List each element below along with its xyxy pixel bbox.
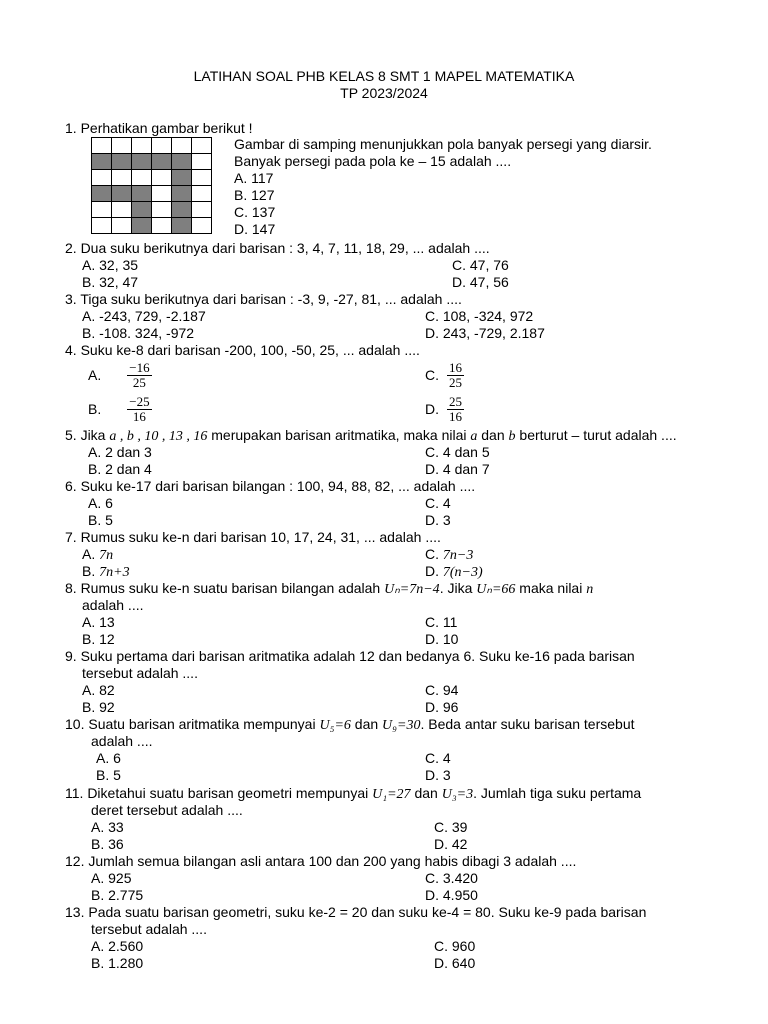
empty-square bbox=[172, 138, 192, 154]
option-6b[interactable]: B. 5 bbox=[88, 512, 113, 528]
option-7c-label: C. bbox=[425, 546, 439, 562]
question-5-text-end: berturut – turut adalah .... bbox=[515, 427, 677, 443]
option-4b-numerator: −25 bbox=[129, 393, 150, 409]
option-6d[interactable]: D. 3 bbox=[425, 512, 451, 528]
option-5a[interactable]: A. 2 dan 3 bbox=[88, 444, 152, 460]
option-4d-label: D. bbox=[425, 400, 439, 417]
variable-n: n bbox=[586, 582, 594, 597]
question-2-stem: 2. Dua suku berikutnya dari barisan : 3, 4, 7, 11, 18, 29, ... adalah .... bbox=[65, 240, 490, 256]
pattern-row bbox=[92, 186, 212, 202]
pattern-figure bbox=[91, 137, 212, 234]
question-5-sequence: a , b , 10 , 13 , 16 bbox=[109, 429, 208, 444]
page-title: LATIHAN SOAL PHB KELAS 8 SMT 1 MAPEL MATEMATIKA bbox=[193, 68, 575, 84]
option-12c[interactable]: C. 3.420 bbox=[425, 870, 478, 886]
variable-a: a bbox=[470, 429, 478, 444]
pattern-row bbox=[92, 218, 212, 234]
option-9c[interactable]: C. 94 bbox=[425, 682, 459, 698]
empty-square bbox=[152, 186, 172, 202]
option-7d-label: D. bbox=[425, 563, 439, 579]
option-3c[interactable]: C. 108, -324, 972 bbox=[425, 308, 534, 324]
question-1-description: Gambar di samping menunjukkan pola banyak persegi yang diarsir. bbox=[234, 136, 652, 152]
option-3a[interactable]: A. -243, 729, -2.187 bbox=[82, 308, 206, 324]
question-8-stem bbox=[65, 580, 593, 598]
question-6-stem: 6. Suku ke-17 dari barisan bilangan : 100, 94, 88, 82, ... adalah .... bbox=[65, 478, 476, 494]
option-1b[interactable]: B. 127 bbox=[234, 187, 275, 203]
question-11-term-1: U₁=27 bbox=[372, 787, 411, 802]
option-10d[interactable]: D. 3 bbox=[425, 767, 451, 783]
question-11-text-end: . Jumlah tiga suku pertama bbox=[473, 785, 642, 801]
option-9a[interactable]: A. 82 bbox=[82, 682, 115, 698]
option-7a-label: A. bbox=[82, 546, 96, 562]
option-13b[interactable]: B. 1.280 bbox=[91, 955, 144, 971]
option-6c[interactable]: C. 4 bbox=[425, 495, 451, 511]
empty-square bbox=[152, 170, 172, 186]
question-9-stem: 9. Suku pertama dari barisan aritmatika adalah 12 dan bedanya 6. Suku ke-16 pada barisan bbox=[65, 648, 635, 664]
pattern-row bbox=[92, 202, 212, 218]
empty-square bbox=[92, 218, 112, 234]
shaded-square bbox=[132, 186, 152, 202]
question-5-stem bbox=[65, 427, 677, 445]
option-7c-formula: 7n−3 bbox=[442, 548, 474, 563]
question-11-stem-line2: deret tersebut adalah .... bbox=[91, 802, 243, 818]
empty-square bbox=[112, 170, 132, 186]
option-13c[interactable]: C. 960 bbox=[434, 938, 476, 954]
question-10-stem bbox=[65, 716, 635, 734]
option-4b[interactable] bbox=[88, 392, 152, 426]
question-1-stem: 1. Perhatikan gambar berikut ! bbox=[65, 120, 253, 136]
option-8a[interactable]: A. 13 bbox=[82, 614, 115, 630]
question-1-question: Banyak persegi pada pola ke – 15 adalah .... bbox=[234, 153, 512, 169]
shaded-square bbox=[132, 202, 152, 218]
option-4c[interactable] bbox=[425, 358, 464, 392]
option-3d[interactable]: D. 243, -729, 2.187 bbox=[425, 325, 545, 341]
question-8-formula: Uₙ=7n−4 bbox=[384, 582, 440, 597]
empty-square bbox=[152, 218, 172, 234]
option-10a[interactable]: A. 6 bbox=[96, 750, 121, 766]
question-10-text-end: . Beda antar suku barisan tersebut bbox=[420, 716, 635, 732]
pattern-row bbox=[92, 138, 212, 154]
option-2b[interactable]: B. 32, 47 bbox=[82, 274, 139, 290]
option-7d[interactable] bbox=[425, 563, 483, 581]
shaded-square bbox=[172, 202, 192, 218]
option-4c-fraction bbox=[447, 361, 464, 390]
option-11c[interactable]: C. 39 bbox=[434, 819, 468, 835]
empty-square bbox=[192, 170, 212, 186]
option-7d-formula: 7(n−3) bbox=[442, 565, 483, 580]
option-4d[interactable] bbox=[425, 392, 464, 426]
option-4a-numerator: −16 bbox=[129, 359, 150, 375]
question-8-text-mid: . Jika bbox=[439, 580, 477, 596]
question-10-text-mid: dan bbox=[350, 716, 383, 732]
empty-square bbox=[92, 170, 112, 186]
option-4a-label: A. bbox=[88, 366, 102, 383]
question-4-stem: 4. Suku ke-8 dari barisan -200, 100, -50, 25, ... adalah .... bbox=[65, 342, 420, 358]
option-4a-denominator: 25 bbox=[132, 374, 146, 390]
option-2a[interactable]: A. 32, 35 bbox=[82, 257, 139, 273]
option-8d[interactable]: D. 10 bbox=[425, 631, 459, 647]
option-1a[interactable]: A. 117 bbox=[234, 170, 274, 186]
empty-square bbox=[112, 202, 132, 218]
option-10c[interactable]: C. 4 bbox=[425, 750, 451, 766]
question-10-text: 10. Suatu barisan aritmatika mempunyai bbox=[65, 716, 320, 732]
option-7b-formula: 7n+3 bbox=[99, 565, 130, 580]
shaded-square bbox=[172, 186, 192, 202]
option-12d[interactable]: D. 4.950 bbox=[425, 887, 478, 903]
shaded-square bbox=[132, 154, 152, 170]
option-11d[interactable]: D. 42 bbox=[434, 836, 468, 852]
question-13-stem-line2: tersebut adalah .... bbox=[91, 921, 207, 937]
empty-square bbox=[112, 138, 132, 154]
option-13a[interactable]: A. 2.560 bbox=[91, 938, 144, 954]
question-11-stem bbox=[65, 785, 641, 803]
option-8c[interactable]: C. 11 bbox=[425, 614, 458, 630]
shaded-square bbox=[152, 154, 172, 170]
shaded-square bbox=[112, 186, 132, 202]
shaded-square bbox=[132, 218, 152, 234]
question-11-text: 11. Diketahui suatu barisan geometri mempunyai bbox=[65, 785, 373, 801]
option-4a-fraction bbox=[127, 361, 151, 390]
option-2d[interactable]: D. 47, 56 bbox=[452, 274, 509, 290]
option-4c-numerator: 16 bbox=[449, 359, 462, 375]
question-3-stem: 3. Tiga suku berikutnya dari barisan : -3, 9, -27, 81, ... adalah .... bbox=[65, 291, 462, 307]
option-5d[interactable]: D. 4 dan 7 bbox=[425, 461, 490, 477]
option-11a[interactable]: A. 33 bbox=[91, 819, 124, 835]
option-4d-denominator: 16 bbox=[449, 408, 462, 424]
empty-square bbox=[132, 138, 152, 154]
option-4c-denominator: 25 bbox=[449, 374, 462, 390]
question-12-stem: 12. Jumlah semua bilangan asli antara 100 dan 200 yang habis dibagi 3 adalah .... bbox=[65, 853, 577, 869]
question-9-stem-line2: tersebut adalah .... bbox=[82, 665, 198, 681]
option-4b-label: B. bbox=[88, 400, 102, 417]
shaded-square bbox=[92, 154, 112, 170]
question-13-stem: 13. Pada suatu barisan geometri, suku ke-2 = 20 dan suku ke-4 = 80. Suku ke-9 pada barisan bbox=[65, 904, 647, 920]
variable-b: b bbox=[508, 429, 516, 444]
question-7-stem: 7. Rumus suku ke-n dari barisan 10, 17, 24, 31, ... adalah .... bbox=[65, 529, 441, 545]
shaded-square bbox=[112, 154, 132, 170]
question-11-text-mid: dan bbox=[410, 785, 442, 801]
shaded-square bbox=[172, 218, 192, 234]
option-1d[interactable]: D. 147 bbox=[234, 221, 276, 237]
option-11b[interactable]: B. 36 bbox=[91, 836, 124, 852]
shaded-square bbox=[92, 186, 112, 202]
empty-square bbox=[152, 138, 172, 154]
option-4b-fraction bbox=[127, 395, 151, 424]
page-subtitle: TP 2023/2024 bbox=[340, 85, 428, 101]
empty-square bbox=[132, 170, 152, 186]
shaded-square bbox=[172, 154, 192, 170]
option-5b[interactable]: B. 2 dan 4 bbox=[88, 461, 152, 477]
option-7b[interactable] bbox=[82, 563, 130, 581]
question-8-text-end: maka nilai bbox=[515, 580, 587, 596]
option-1c[interactable]: C. 137 bbox=[234, 204, 276, 220]
question-11-term-3: U₃=3 bbox=[441, 787, 474, 802]
shaded-square bbox=[172, 170, 192, 186]
option-8b[interactable]: B. 12 bbox=[82, 631, 115, 647]
option-10b[interactable]: B. 5 bbox=[96, 767, 121, 783]
option-7b-label: B. bbox=[82, 563, 96, 579]
empty-square bbox=[92, 138, 112, 154]
option-4a[interactable] bbox=[88, 358, 152, 392]
question-10-term-2: U₉=30 bbox=[382, 718, 421, 733]
option-9d[interactable]: D. 96 bbox=[425, 699, 459, 715]
option-3b[interactable]: B. -108. 324, -972 bbox=[82, 325, 195, 341]
option-9b[interactable]: B. 92 bbox=[82, 699, 115, 715]
option-12b[interactable]: B. 2.775 bbox=[91, 887, 144, 903]
option-5c[interactable]: C. 4 dan 5 bbox=[425, 444, 490, 460]
option-7c[interactable] bbox=[425, 546, 473, 564]
question-5-text-mid: merupakan barisan aritmatika, maka nilai bbox=[207, 427, 471, 443]
pattern-row bbox=[92, 170, 212, 186]
empty-square bbox=[192, 138, 212, 154]
option-7a-formula: 7n bbox=[99, 548, 114, 563]
option-12a[interactable]: A. 925 bbox=[91, 870, 132, 886]
empty-square bbox=[192, 202, 212, 218]
option-4d-fraction bbox=[447, 395, 464, 424]
option-7a[interactable] bbox=[82, 546, 113, 564]
option-13d[interactable]: D. 640 bbox=[434, 955, 476, 971]
empty-square bbox=[192, 218, 212, 234]
question-5-text: 5. Jika bbox=[65, 427, 110, 443]
question-10-term-1: U₅=6 bbox=[319, 718, 351, 733]
option-4c-label: C. bbox=[425, 366, 439, 383]
empty-square bbox=[112, 218, 132, 234]
question-8-condition: Uₙ=66 bbox=[476, 582, 516, 597]
pattern-row bbox=[92, 154, 212, 170]
empty-square bbox=[192, 186, 212, 202]
option-2c[interactable]: C. 47, 76 bbox=[452, 257, 509, 273]
option-6a[interactable]: A. 6 bbox=[88, 495, 113, 511]
empty-square bbox=[192, 154, 212, 170]
option-4b-denominator: 16 bbox=[132, 408, 146, 424]
question-8-stem-line2: adalah .... bbox=[82, 597, 144, 613]
question-5-text-and: dan bbox=[477, 427, 509, 443]
empty-square bbox=[152, 202, 172, 218]
question-8-text: 8. Rumus suku ke-n suatu barisan bilangan adalah bbox=[65, 580, 385, 596]
option-4d-numerator: 25 bbox=[449, 393, 462, 409]
empty-square bbox=[92, 202, 112, 218]
question-10-stem-line2: adalah .... bbox=[91, 733, 153, 749]
